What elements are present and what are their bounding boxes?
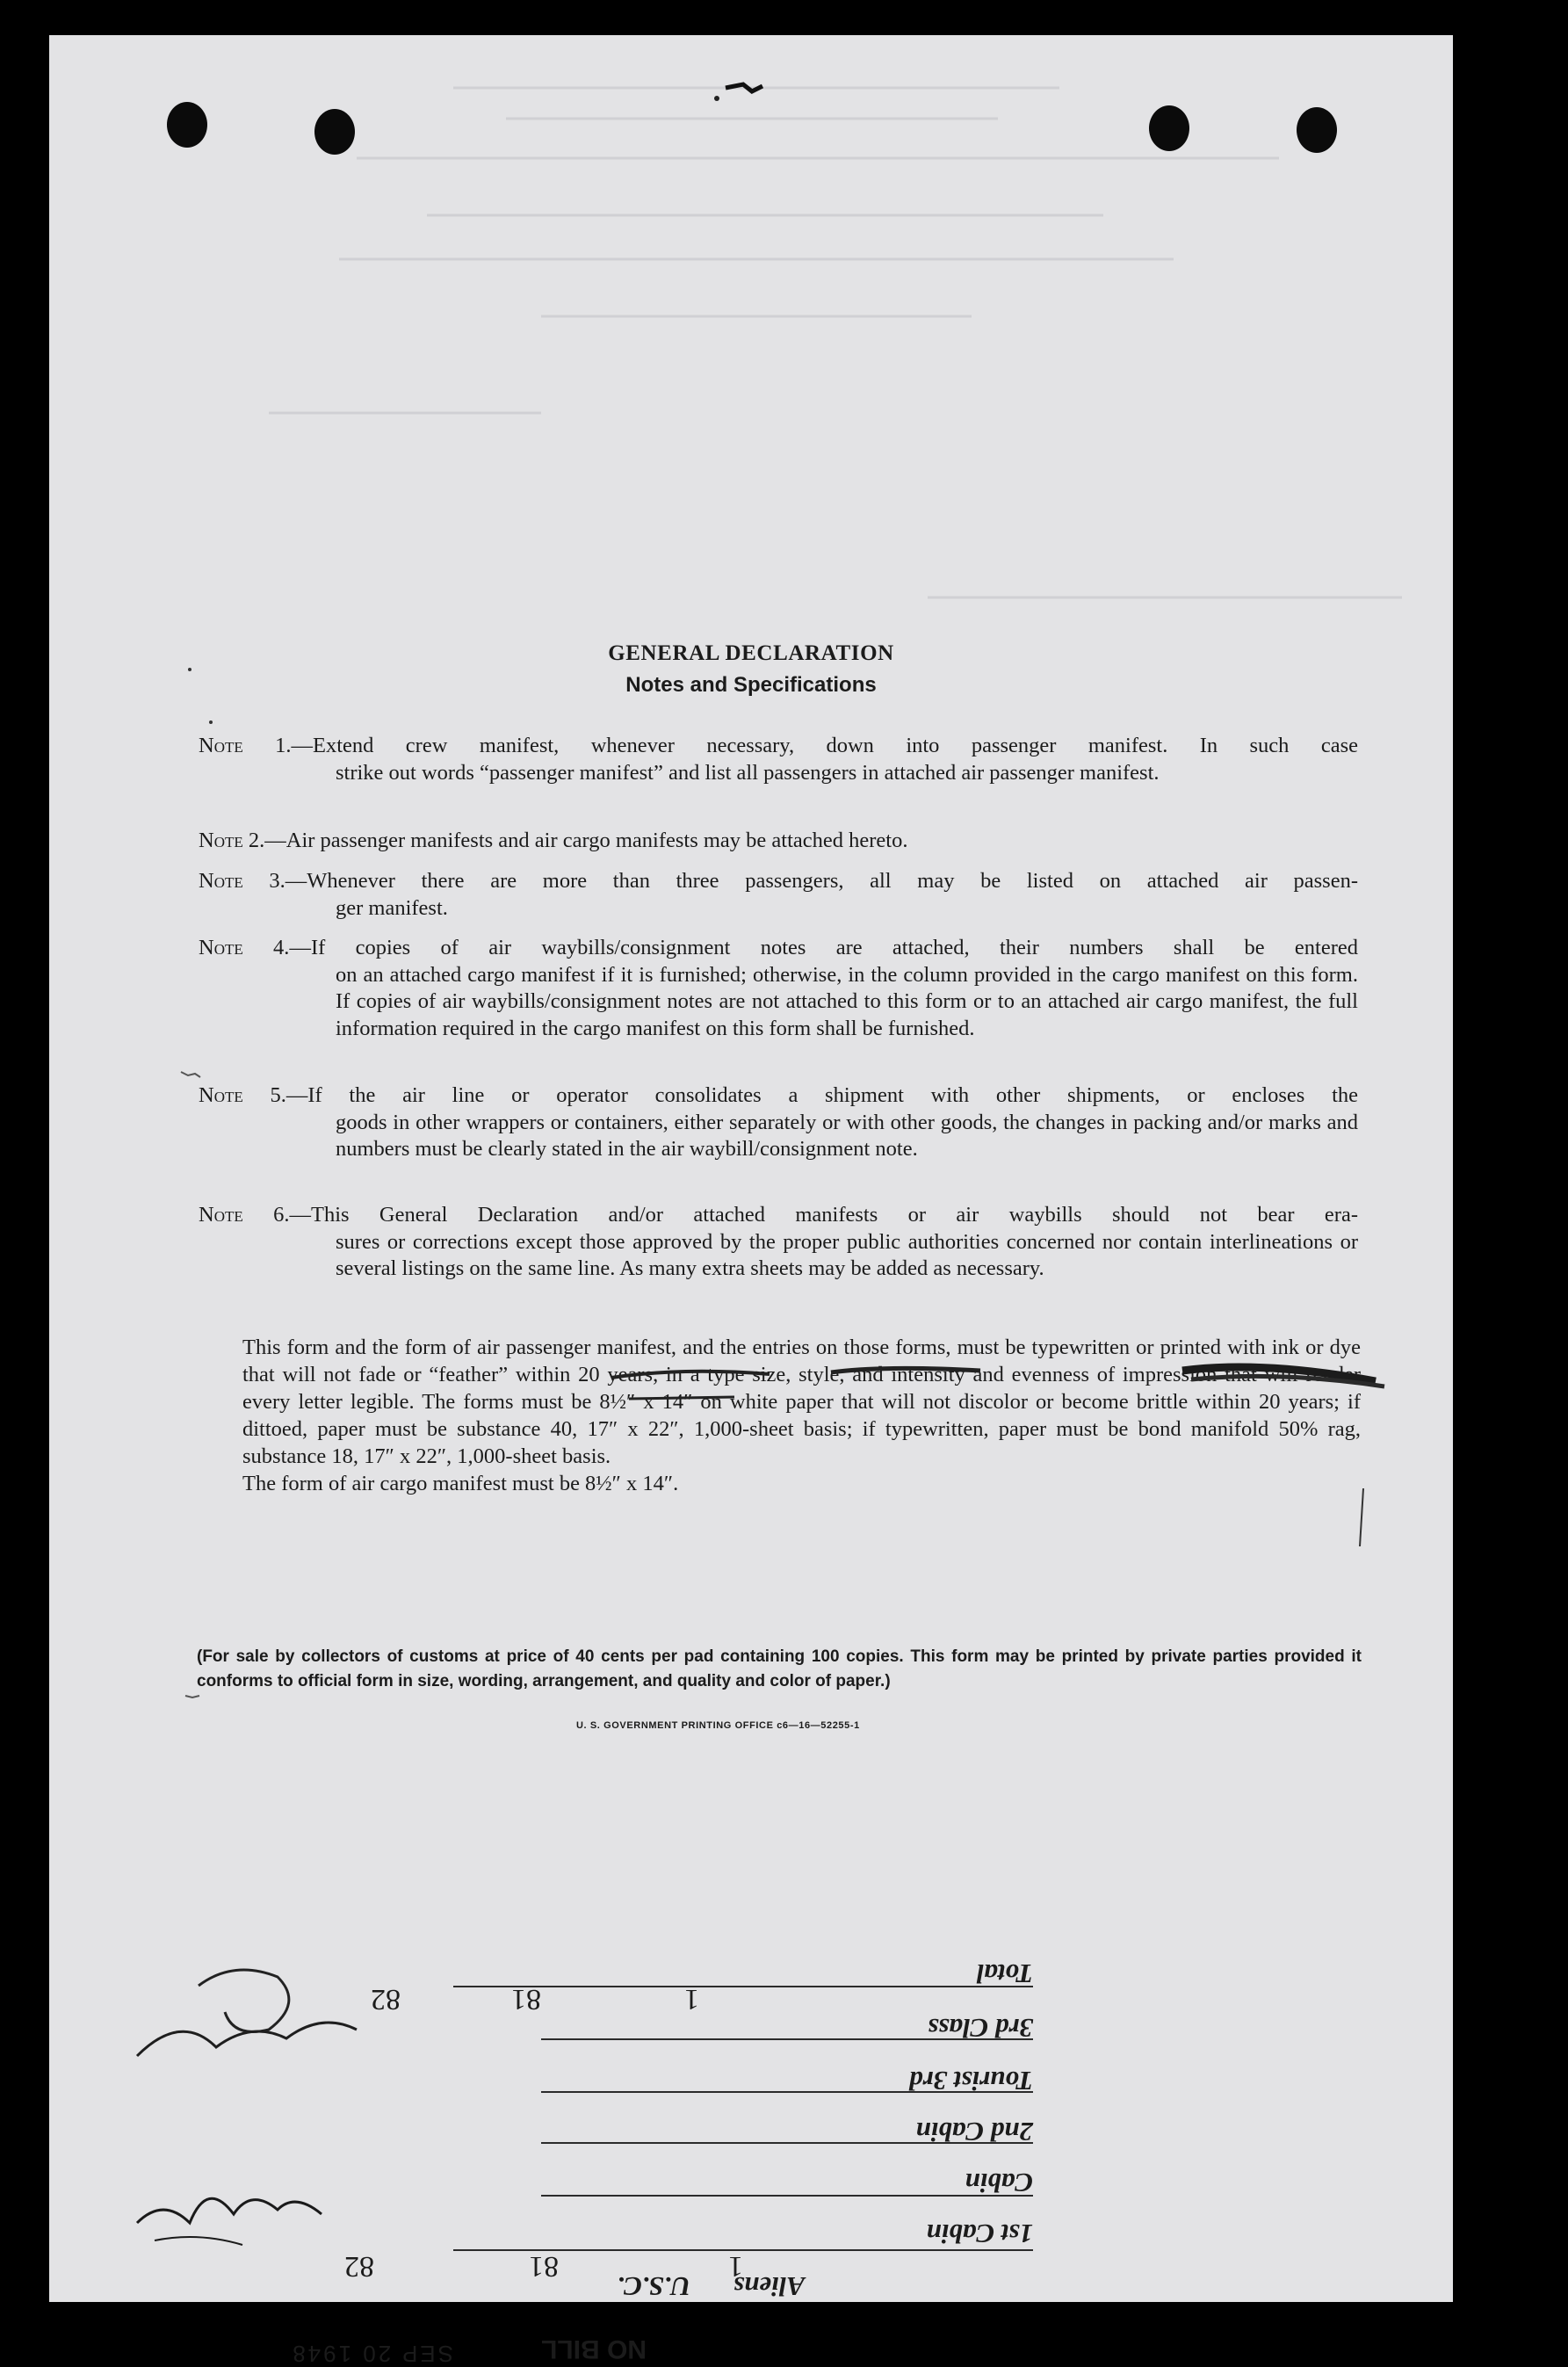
bleed-through-texture (49, 35, 1453, 650)
tally-value: 82 (344, 2250, 374, 2283)
tally-rule (541, 2195, 1033, 2197)
note-text-continued: strike out words “passenger manifest” and list all passengers in attached air passenger manifest. (336, 760, 1160, 785)
tally-row-label: Cabin (965, 2168, 1033, 2198)
note-label: Note 2. (199, 829, 265, 852)
note-text-continued: on an attached cargo manifest if it is furnished; otherwise, in the column provided in the cargo manifest on this form. If copies of air waybills/consignment notes are not attached to this form or to an attached air cargo manifest, the full information required in the cargo manifest on this form shall be furnished. (336, 962, 1358, 1040)
note-text-continued: ger manifest. (336, 895, 448, 920)
note-text-continued: sures or corrections except those approved by the proper public authorities concerned nor contain interlineations or several listings on the same line. As many extra sheets may be added as necessary. (336, 1229, 1358, 1280)
note-text: Air passenger manifests and air cargo manifests may be attached hereto. (285, 829, 908, 852)
cargo-manifest-text: The form of air cargo manifest must be 8½″ x 14″. (242, 1472, 679, 1495)
date-stamp: SEP 20 1948 (290, 2341, 453, 2367)
tally-row-label: 3rd Class (928, 2013, 1033, 2044)
note-label: Note 3. (199, 869, 285, 893)
gpo-line: U. S. GOVERNMENT PRINTING OFFICE c6—16—52255-1 (576, 1720, 860, 1731)
note-6: Note 6.—This General Declaration and/or attached manifests or air waybills should not bear era- sures or corrections except those approved by the proper public authorities concerned nor contain interlineations or several listings on the same line. As many extra sheets may be added as necessary. (199, 1202, 1358, 1283)
tally-header-usc: U.S.C. (617, 2271, 690, 2302)
note-1: Note 1.—Extend crew manifest, whenever necessary, down into passenger manifest. In such case strike out words “passenger manifest” and list all passengers in attached air passenger manifest. (199, 733, 1358, 786)
sale-notice: (For sale by collectors of customs at price of 40 cents per pad containing 100 copies. This form may be printed by private parties provided it conforms to official form in size, wording, arrangement, and quality and color of paper.) (197, 1647, 1362, 1690)
note-text: Whenever there are more than three passengers, all may be listed on attached air passen- (307, 869, 1358, 893)
no-bill-stamp: NO BILL (541, 2334, 647, 2363)
note-label: Note 6. (199, 1203, 290, 1227)
tally-row-label: 1st Cabin (926, 2219, 1033, 2249)
header-block (49, 641, 1453, 698)
handwritten-marks (102, 1863, 453, 2091)
document-page (49, 35, 1453, 2367)
tally-value: 1 (684, 1983, 699, 2016)
note-5: Note 5.—If the air line or operator consolidates a shipment with other shipments, or encloses the goods in other wrappers or containers, either separately or with other goods, the changes in packing and/or marks and numbers must be clearly stated in the air waybill/consignment note. (199, 1082, 1358, 1163)
tally-row-label: 2nd Cabin (915, 2117, 1033, 2147)
note-text-continued: goods in other wrappers or containers, either separately or with other goods, the changes in packing and/or marks and numbers must be clearly stated in the air waybill/consignment note. (336, 1110, 1358, 1161)
note-label: Note 5. (199, 1083, 286, 1107)
margin-tick (1346, 1485, 1381, 1555)
tally-row-label: Tourist 3rd (909, 2066, 1033, 2096)
note-label: Note 1. (199, 734, 292, 757)
signature-scrawl (128, 2161, 392, 2267)
tally-header-aliens: Aliens (733, 2271, 805, 2302)
note-text: This General Declaration and/or attached manifests or air waybills should not bear era- (310, 1203, 1358, 1227)
ink-strikethrough (49, 1348, 1453, 1401)
note-4: Note 4.—If copies of air waybills/consignment notes are attached, their numbers shall be entered on an attached cargo manifest if it is furnished; otherwise, in the column provided in the cargo manifest on this form. If copies of air waybills/consignment notes are not attached to this form or to an attached air cargo manifest, the full information required in the cargo manifest on this form shall be furnished. (199, 935, 1358, 1042)
tally-value: 82 (371, 1983, 401, 2016)
note-2: Note 2.—Air passenger manifests and air cargo manifests may be attached hereto. (199, 829, 908, 852)
tally-value: 1 (728, 2250, 743, 2283)
note-text: Extend crew manifest, whenever necessary, down into passenger manifest. In such case (313, 734, 1358, 757)
note-3: Note 3.—Whenever there are more than three passengers, all may be listed on attached air passen- ger manifest. (199, 868, 1358, 922)
form-subtitle: Notes and Specifications (625, 673, 877, 697)
note-text: If copies of air waybills/consignment notes are attached, their numbers shall be entered (310, 936, 1358, 959)
paragraph-text: This form and the form of air passenger manifest, and the entries on those forms, must be typewritten or printed with ink or dye that will not fade or “feather” within 20 years, in a type size, style, and intensity and evenness of impression that will render every letter legible. The forms must be 8½″ x 14″ on white paper that will not discolor or become brittle within 20 years; if dittoed, paper must be substance 40, 17″ x 22″, 1,000-sheet basis; if typewritten, paper must be bond manifold 50% rag, substance 18, 17″ x 22″, 1,000-sheet basis. (242, 1336, 1361, 1468)
tally-row-label: Total (976, 1958, 1033, 1989)
note-label: Note 4. (199, 936, 290, 959)
tally-value: 81 (529, 2250, 559, 2283)
tally-value: 81 (511, 1983, 541, 2016)
form-title: GENERAL DECLARATION (608, 641, 894, 665)
note-text: If the air line or operator consolidates a shipment with other shipments, or encloses the (307, 1083, 1358, 1107)
margin-specks (119, 650, 225, 1705)
